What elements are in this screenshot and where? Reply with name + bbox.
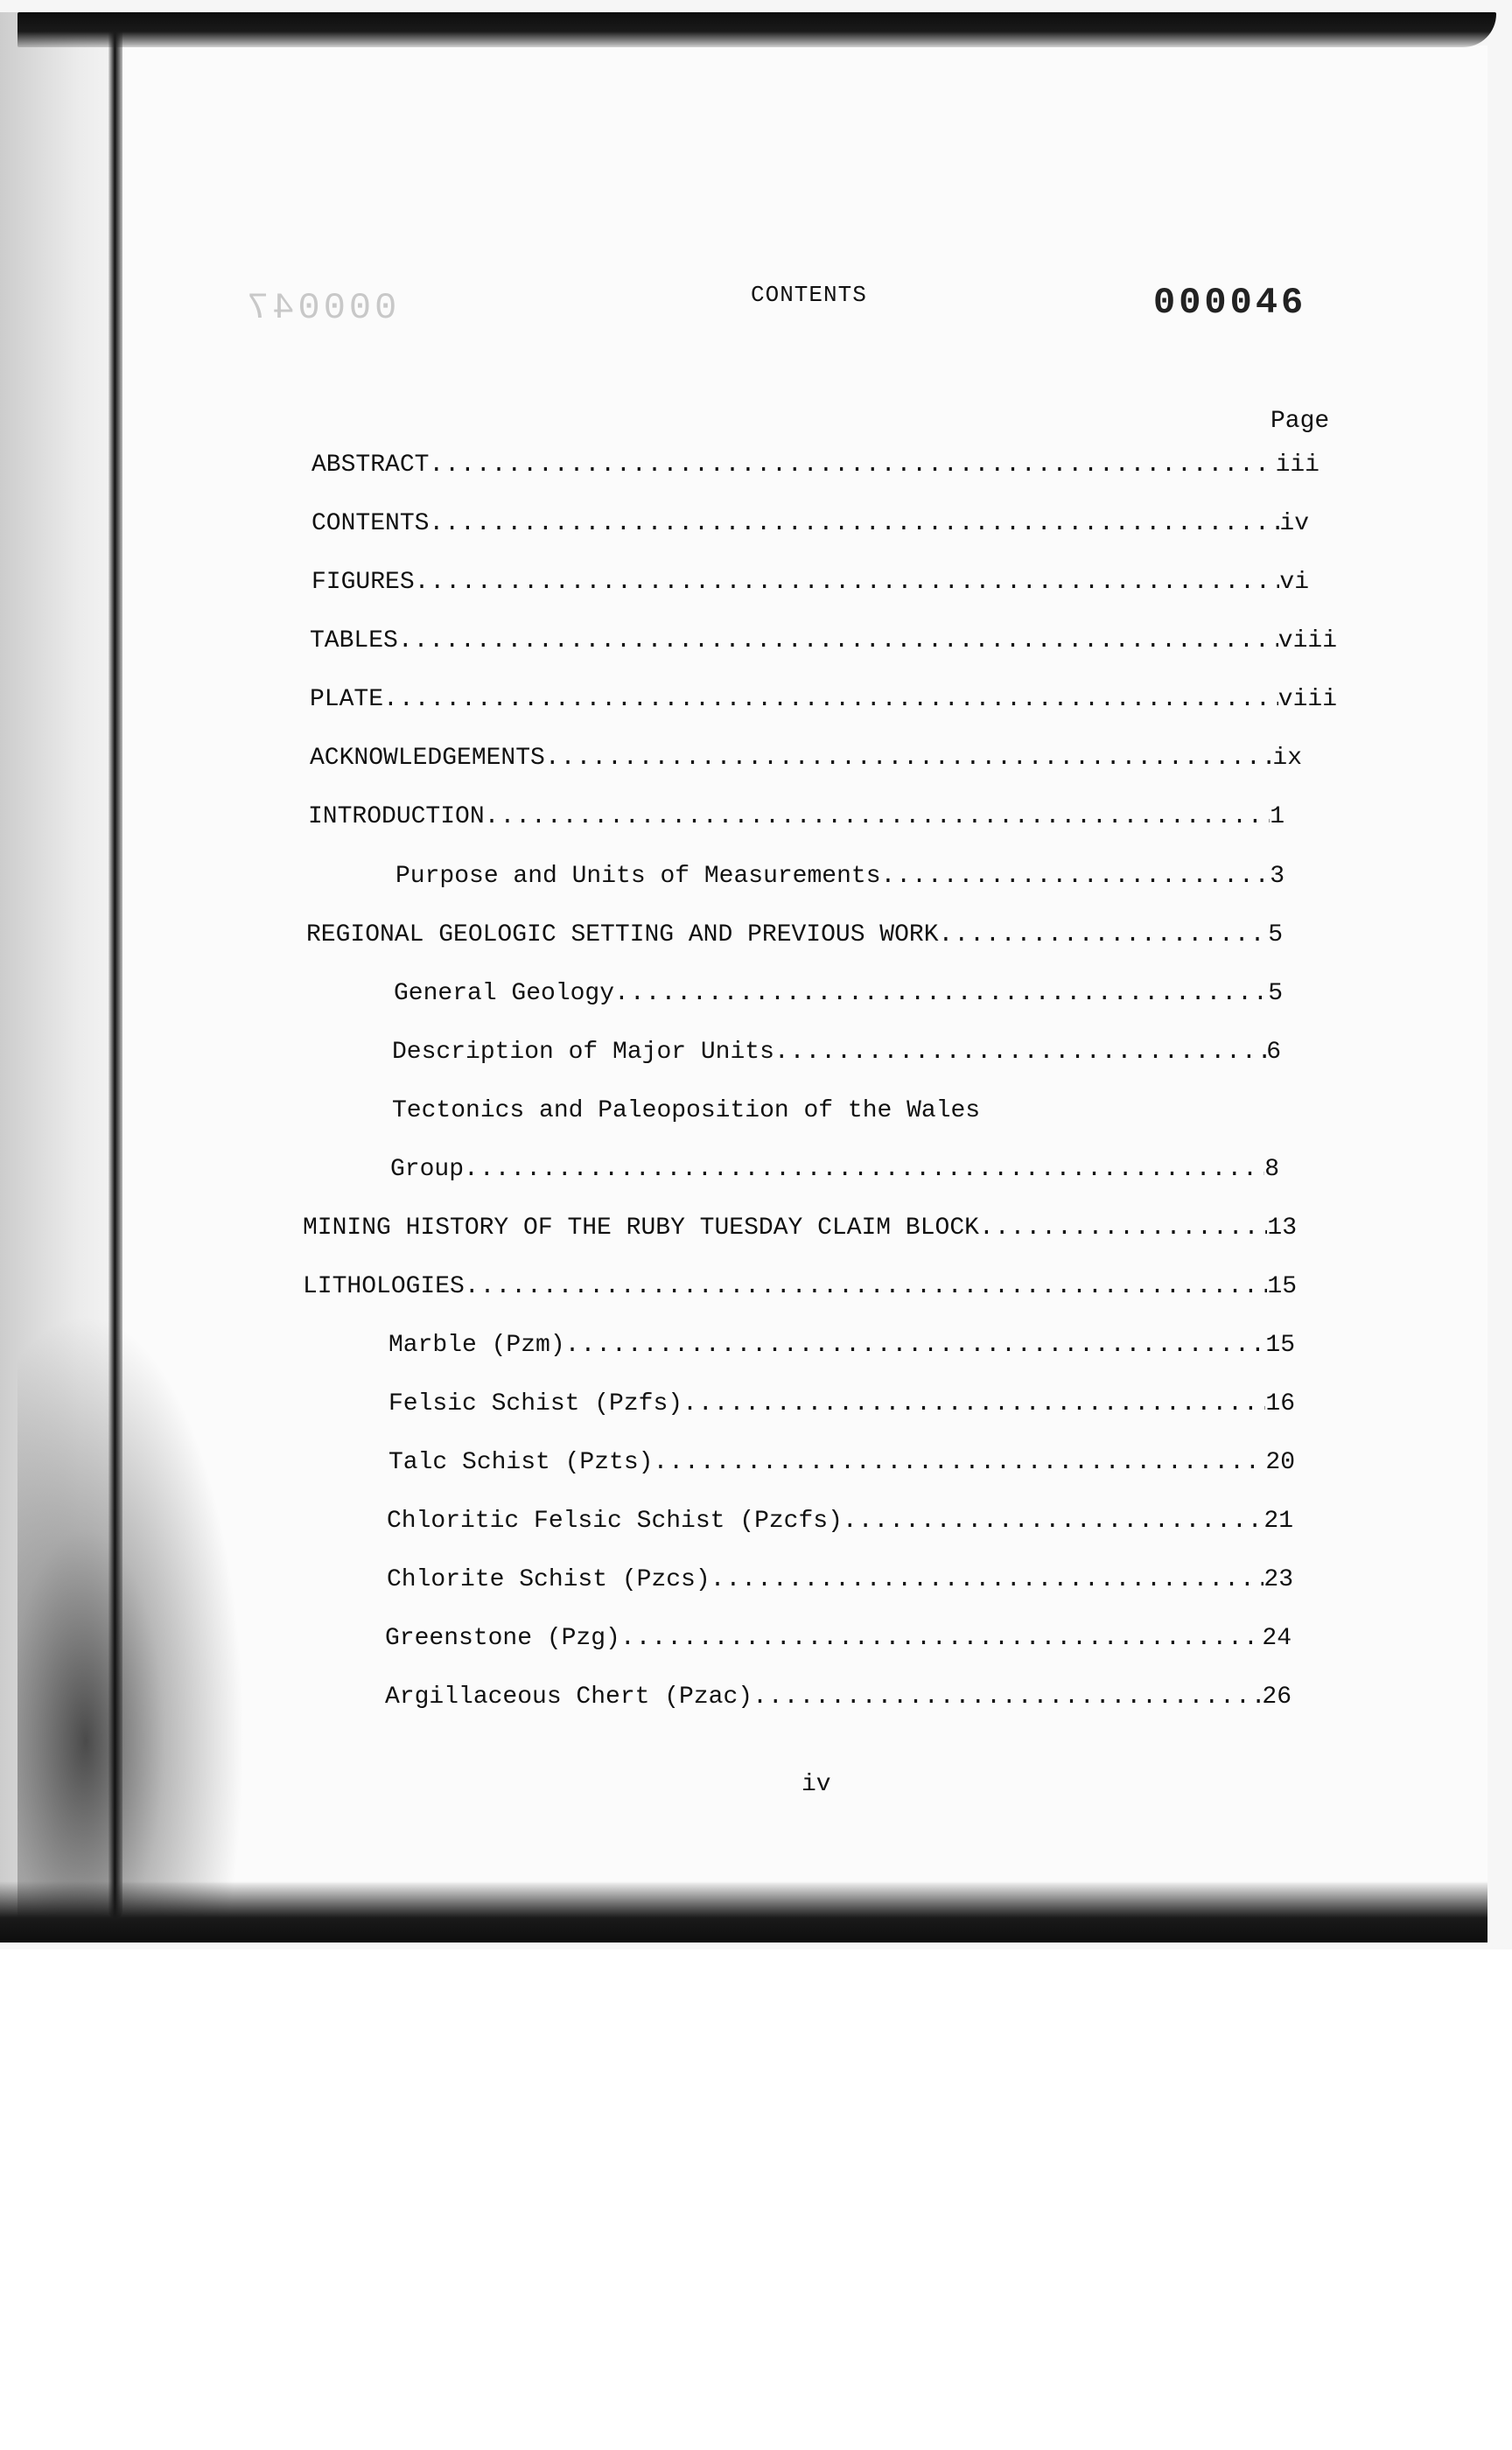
toc-entry-page: ix: [1272, 745, 1302, 772]
toc-entry-page: 24: [1262, 1625, 1292, 1652]
dot-leader: [485, 803, 1270, 830]
toc-row-argillaceous-chert: [385, 1684, 1292, 1718]
toc-entry-page: 26: [1262, 1684, 1292, 1711]
toc-row-tectonics: [392, 1097, 1180, 1132]
toc-row-talc-schist: [388, 1449, 1295, 1484]
toc-entry-page: viii: [1278, 627, 1337, 654]
dot-leader: [752, 1684, 1262, 1711]
toc-entry-title: Argillaceous Chert (Pzac): [385, 1684, 753, 1711]
toc-row-marble: [388, 1332, 1295, 1367]
toc-entry-title: INTRODUCTION: [308, 803, 485, 830]
toc-entry-page: viii: [1278, 686, 1337, 713]
toc-row-acknowledgements: [310, 745, 1302, 780]
toc-row-introduction: [308, 803, 1284, 838]
toc-entry-page: 23: [1264, 1566, 1293, 1593]
toc-row-mining-history: [303, 1214, 1297, 1250]
toc-entry-page: 21: [1264, 1508, 1293, 1535]
toc-row-abstract: [312, 452, 1320, 486]
toc-row-greenstone: [385, 1625, 1292, 1660]
toc-entry-title: ABSTRACT: [312, 452, 430, 479]
toc-row-chlorite-schist: [387, 1566, 1293, 1601]
toc-entry-title: Tectonics and Paleoposition of the Wales: [392, 1097, 981, 1124]
toc-entry-title: Purpose and Units of Measurements: [396, 863, 881, 890]
toc-entry-title: Group: [390, 1156, 465, 1183]
dot-leader: [429, 510, 1279, 537]
dot-leader: [774, 1039, 1266, 1066]
toc-entry-title: ACKNOWLEDGEMENTS: [310, 745, 545, 772]
toc-entry-title: PLATE: [310, 686, 384, 713]
scan-bottom-edge: [0, 1881, 1488, 1942]
toc-entry-title: Felsic Schist (Pzfs): [388, 1390, 683, 1418]
toc-entry-page: 6: [1266, 1039, 1281, 1066]
page-number-footer: iv: [802, 1771, 831, 1798]
dot-leader: [682, 1390, 1265, 1418]
page-column-header: Page: [1270, 408, 1330, 435]
toc-row-group: [390, 1156, 1279, 1191]
toc-entry-title: Greenstone (Pzg): [385, 1625, 620, 1652]
toc-entry-page: iii: [1275, 452, 1320, 479]
toc-row-contents: [312, 510, 1309, 545]
toc-row-major-units: [392, 1039, 1281, 1074]
toc-entry-title: Talc Schist (Pzts): [388, 1449, 654, 1476]
toc-entry-page: 20: [1265, 1449, 1295, 1476]
toc-entry-page: 15: [1267, 1273, 1297, 1300]
dot-leader: [565, 1332, 1266, 1359]
dot-leader: [939, 921, 1269, 948]
toc-entry-title: REGIONAL GEOLOGIC SETTING AND PREVIOUS WORK: [306, 921, 939, 948]
toc-row-regional-setting: [306, 921, 1283, 956]
dot-leader: [545, 745, 1273, 772]
dot-leader: [979, 1214, 1267, 1242]
toc-entry-title: CONTENTS: [312, 510, 430, 537]
dot-leader: [429, 452, 1275, 479]
toc-row-purpose: [396, 863, 1284, 898]
bleed-through-number: 000047: [243, 287, 397, 329]
dot-leader: [620, 1625, 1263, 1652]
toc-entry-title: LITHOLOGIES: [303, 1273, 465, 1300]
dot-leader: [881, 863, 1270, 890]
toc-entry-title: Marble (Pzm): [388, 1332, 565, 1359]
binding-shadow: [18, 1312, 245, 1925]
toc-entry-title: MINING HISTORY OF THE RUBY TUESDAY CLAIM BLOCK: [303, 1214, 979, 1242]
page-title: CONTENTS: [751, 282, 867, 308]
dot-leader: [464, 1156, 1264, 1183]
toc-row-plate: [310, 686, 1337, 721]
toc-entry-page: 8: [1264, 1156, 1279, 1183]
toc-entry-page: vi: [1279, 569, 1309, 596]
dot-leader: [843, 1508, 1264, 1535]
toc-entry-page: 5: [1268, 921, 1283, 948]
toc-row-tables: [310, 627, 1337, 662]
toc-entry-page: 5: [1268, 980, 1283, 1007]
toc-entry-title: General Geology: [394, 980, 615, 1007]
dot-leader: [653, 1449, 1265, 1476]
toc-entry-title: Chloritic Felsic Schist (Pzcfs): [387, 1508, 843, 1535]
dot-leader: [383, 686, 1278, 713]
scan-top-edge: [18, 12, 1496, 47]
toc-entry-title: FIGURES: [312, 569, 415, 596]
dot-leader: [398, 627, 1278, 654]
dot-leader: [710, 1566, 1264, 1593]
binding-spine: [108, 19, 122, 1918]
toc-entry-page: 3: [1270, 863, 1284, 890]
toc-entry-page: 1: [1270, 803, 1284, 830]
toc-entry-page: iv: [1279, 510, 1309, 537]
dot-leader: [614, 980, 1268, 1007]
toc-row-general-geology: [394, 980, 1283, 1015]
toc-entry-title: TABLES: [310, 627, 398, 654]
bates-stamp-number: 000046: [1153, 282, 1307, 324]
toc-entry-title: Description of Major Units: [392, 1039, 774, 1066]
toc-entry-page: 16: [1265, 1390, 1295, 1418]
toc-entry-title: Chlorite Schist (Pzcs): [387, 1566, 710, 1593]
toc-entry-page: 15: [1265, 1332, 1295, 1359]
toc-row-felsic-schist: [388, 1390, 1295, 1425]
toc-row-chloritic-felsic-schist: [387, 1508, 1293, 1543]
toc-row-lithologies: [303, 1273, 1297, 1308]
toc-row-figures: [312, 569, 1309, 604]
toc-entry-page: 13: [1267, 1214, 1297, 1242]
dot-leader: [465, 1273, 1268, 1300]
dot-leader: [415, 569, 1280, 596]
